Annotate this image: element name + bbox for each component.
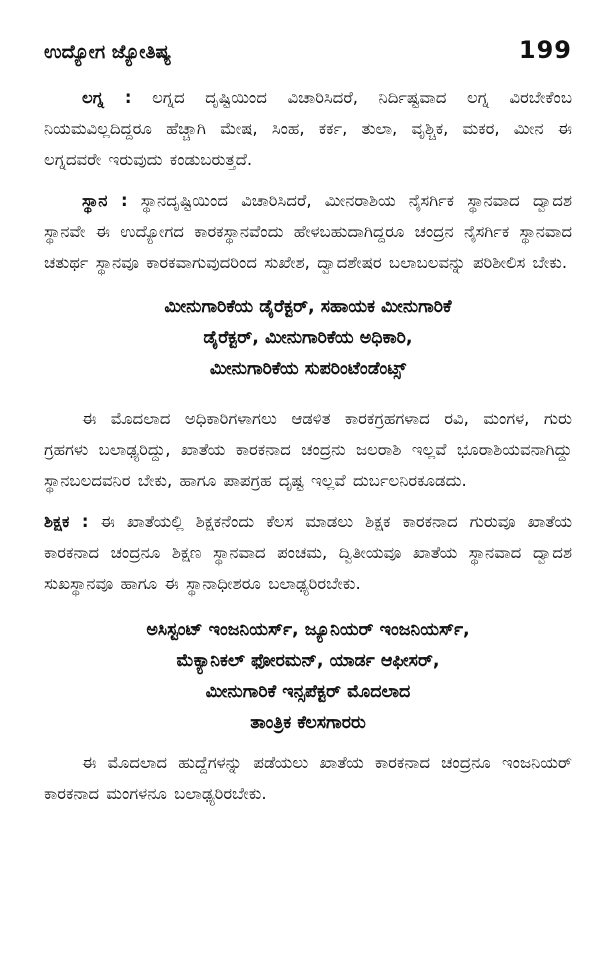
section-heading-fisheries-officers bbox=[44, 292, 572, 385]
paragraph-sthana bbox=[44, 185, 572, 278]
heading-line: ಮೀನುಗಾರಿಕೆಯ ಡೈರೆಕ್ಟರ್, ಸಹಾಯಕ ಮೀನುಗಾರಿಕೆ bbox=[164, 297, 452, 317]
paragraph-engineers-text: ಈ ಮೊದಲಾದ ಹುದ್ದೆಗಳನ್ನು ಪಡೆಯಲು ಖಾತೆಯ ಕಾರಕನಾದ ಚಂದ್ರನೂ ಇಂಜನಿಯರ್ ಕಾರಕನಾದ ಮಂಗಳನೂ ಬಲಾಢ್ಯರಿರಬೇಕು. bbox=[44, 753, 572, 803]
section-heading-technical-staff bbox=[44, 615, 572, 739]
paragraph-sthana-text: ಸ್ಥಾನದೃಷ್ಟಿಯಿಂದ ವಿಚಾರಿಸಿದರೆ, ಮೀನರಾಶಿಯ ನೈಸರ್ಗಿಕ ಸ್ಥಾನವಾದ ದ್ವಾದಶ ಸ್ಥಾನವೇ ಈ ಉದ್ಯೋಗದ ಕಾರಕಸ್ಥಾನವೆಂದು ಹೇಳಬಹುದಾಗಿದ್ದರೂ ಚಂದ್ರನ ನೈಸರ್ಗಿಕ ಸ್ಥಾನವಾದ ಚತುರ್ಥ ಸ್ಥಾನವೂ ಕಾರಕವಾಗುವುದರಿಂದ ಸುಖೇಶ, ದ್ವಾದಶೇಷರ ಬಲಾಬಲವನ್ನು ಪರಿಶೀಲಿಸ ಬೇಕು. bbox=[44, 191, 572, 272]
running-head: ಉದ್ಯೋಗ ಜ್ಯೋತಿಷ್ಯ bbox=[44, 41, 172, 63]
paragraph-engineers bbox=[44, 747, 572, 809]
term-lagna: ಲಗ್ನ : bbox=[82, 88, 132, 107]
paragraph-lagna-text: ಲಗ್ನದ ದೃಷ್ಟಿಯಿಂದ ವಿಚಾರಿಸಿದರೆ, ನಿರ್ದಿಷ್ಟವಾದ ಲಗ್ನ ವಿರಬೇಕೆಂಬ ನಿಯಮವಿಲ್ಲದಿದ್ದರೂ ಹೆಚ್ಚಾಗಿ ಮೇಷ, ಸಿಂಹ, ಕರ್ಕ, ತುಲಾ, ವೃಶ್ಚಿಕ, ಮಕರ, ಮೀನ ಈ ಲಗ್ನದವರೇ ಇರುವುದು ಕಂಡುಬರುತ್ತದೆ. bbox=[44, 88, 572, 169]
page-number: 199 bbox=[518, 36, 572, 64]
page-header bbox=[44, 36, 572, 64]
heading-line: ಡೈರೆಕ್ಟರ್, ಮೀನುಗಾರಿಕೆಯ ಅಧಿಕಾರಿ, bbox=[203, 328, 413, 348]
paragraph-shikshaka-text: ಈ ಖಾತೆಯಲ್ಲಿ ಶಿಕ್ಷಕನೆಂದು ಕೆಲಸ ಮಾಡಲು ಶಿಕ್ಷಕ ಕಾರಕನಾದ ಗುರುವೂ ಖಾತೆಯ ಕಾರಕನಾದ ಚಂದ್ರನೂ ಶಿಕ್ಷಣ ಸ್ಥಾನವಾದ ಪಂಚಮ, ದ್ವಿತೀಯವೂ ಖಾತೆಯ ಸ್ಥಾನವಾದ ದ್ವಾದಶ ಸುಖಸ್ಥಾನವೂ ಹಾಗೂ ಈ ಸ್ಥಾನಾಧೀಶರೂ ಬಲಾಢ್ಯರಿರಬೇಕು. bbox=[44, 512, 572, 593]
heading-line: ಮೀನುಗಾರಿಕೆಯ ಸುಪರಿಂಟೆಂಡೆಂಟ್ಸ್ bbox=[209, 359, 407, 379]
paragraph-shikshaka bbox=[44, 506, 572, 599]
heading-line: ಮೆಕ್ಯಾನಿಕಲ್ ಫೋರಮನ್, ಯಾರ್ಡ ಆಫೀಸರ್, bbox=[176, 651, 440, 671]
term-shikshaka: ಶಿಕ್ಷಕ : bbox=[44, 512, 89, 531]
heading-line: ತಾಂತ್ರಿಕ ಕೆಲಸಗಾರರು bbox=[250, 713, 366, 733]
paragraph-officers-text: ಈ ಮೊದಲಾದ ಅಧಿಕಾರಿಗಳಾಗಲು ಆಡಳಿತ ಕಾರಕಗ್ರಹಗಳಾದ ರವಿ, ಮಂಗಳ, ಗುರು ಗ್ರಹಗಳು ಬಲಾಢ್ಯರಿದ್ದು, ಖಾತೆಯ ಕಾರಕನಾದ ಚಂದ್ರನು ಜಲರಾಶಿ ಇಲ್ಲವೆ ಭೂರಾಶಿಯವನಾಗಿದ್ದು ಸ್ಥಾನಬಲದವನಿರ ಬೇಕು, ಹಾಗೂ ಪಾಪಗ್ರಹ ದೃಷ್ಟ ಇಲ್ಲವೆ ದುರ್ಬಲನಿರಕೂಡದು. bbox=[44, 409, 572, 490]
term-sthana: ಸ್ಥಾನ : bbox=[82, 191, 128, 210]
paragraph-lagna bbox=[44, 82, 572, 175]
heading-line: ಅಸಿಸ್ಟಂಟ್ ಇಂಜನಿಯರ್ಸ್, ಜ್ಯೂನಿಯರ್ ಇಂಜನಿಯರ್ಸ್, bbox=[146, 620, 470, 640]
paragraph-officers bbox=[44, 403, 572, 496]
heading-line: ಮೀನುಗಾರಿಕೆ ಇನ್ಸಪೆಕ್ಟರ್ ಮೊದಲಾದ bbox=[205, 682, 411, 702]
